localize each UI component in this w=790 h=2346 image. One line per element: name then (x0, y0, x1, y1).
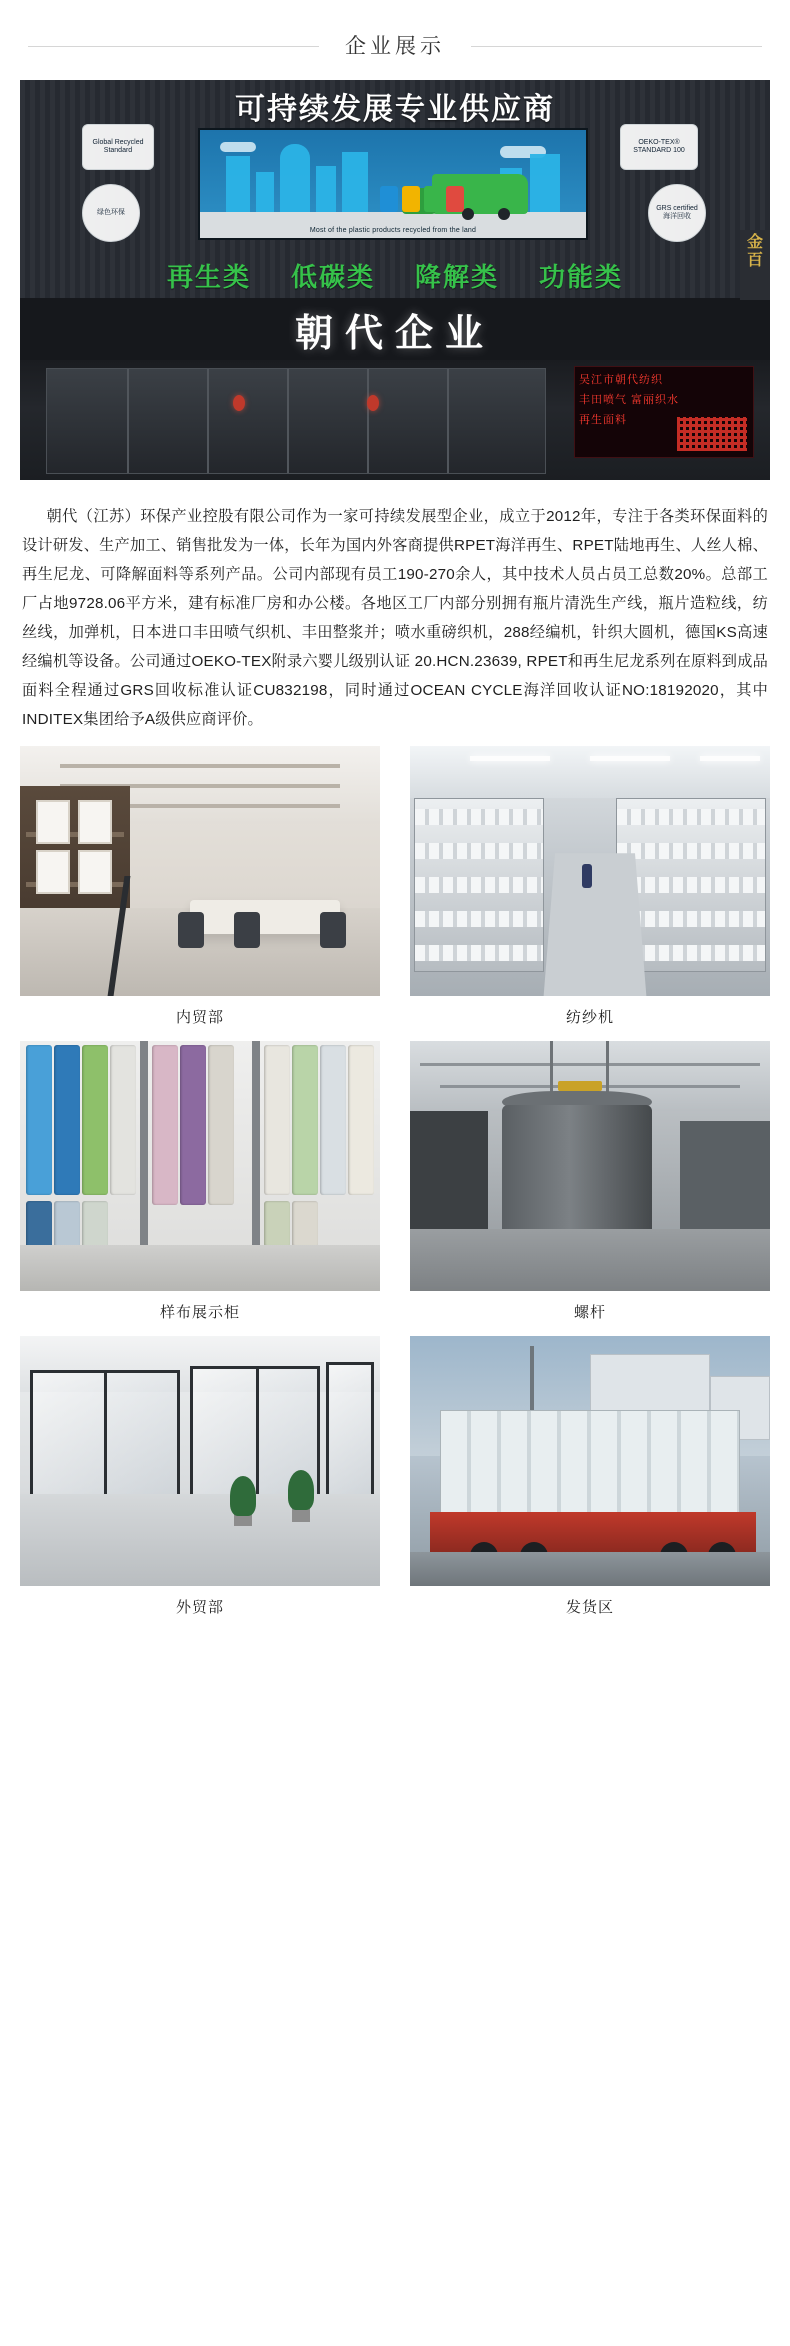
gallery-caption: 外贸部 (175, 1599, 224, 1616)
gallery-item (410, 746, 770, 1041)
ceiling-lamp (470, 756, 550, 761)
led-line-1: 丰田喷气 富丽织水 (579, 394, 680, 406)
ocean-cycle-badge-icon: GRS certified 海洋回收 (648, 184, 706, 242)
floor (20, 1494, 380, 1586)
photo-foreign-trade-dept (20, 1336, 380, 1586)
fabric-roll (54, 1045, 80, 1195)
machine-frame (680, 1121, 770, 1241)
bobbin-row (617, 843, 765, 859)
photo-domestic-trade-dept (20, 746, 380, 996)
neighbor-sign: 金百 (740, 230, 770, 300)
fabric-roll (110, 1045, 136, 1195)
gallery-caption: 内贸部 (175, 1009, 224, 1026)
mullion (287, 369, 289, 473)
hero-storefront (20, 360, 770, 480)
led-scrolling-sign (574, 366, 754, 458)
bobbin-row (415, 809, 543, 825)
band-item-3: 功能类 (539, 261, 624, 292)
floor (20, 1245, 380, 1291)
mullion (207, 369, 209, 473)
meeting-table (190, 900, 340, 934)
mullion (127, 369, 129, 473)
building-shape (280, 144, 310, 212)
billboard-caption: Most of the plastic products recycled from the land (309, 227, 477, 234)
mullion (104, 1370, 107, 1500)
beam (60, 764, 340, 768)
chair (320, 912, 346, 948)
cargo-stack (440, 1410, 740, 1514)
hero-billboard-screen (198, 128, 588, 240)
photo-spinning-machine (410, 746, 770, 996)
fabric-roll (152, 1045, 178, 1205)
recycle-bin-icon (446, 186, 464, 212)
plant-icon (230, 1476, 256, 1516)
crane-hook (558, 1081, 602, 1091)
worker (582, 864, 592, 888)
recycle-bin-icon (424, 186, 442, 212)
cloud-icon (220, 142, 256, 152)
fabric-roll (320, 1045, 346, 1195)
gallery-caption: 样布展示柜 (159, 1304, 240, 1321)
ceiling (410, 746, 770, 798)
header-rule-right (471, 46, 762, 47)
certificate-frame (78, 850, 112, 894)
fabric-roll (348, 1045, 374, 1195)
gallery-item (20, 746, 380, 1041)
gallery-caption: 发货区 (565, 1599, 614, 1616)
page-title: 企业展示 (345, 35, 445, 58)
led-line-0: 吴江市朝代纺织 (579, 374, 663, 386)
wheel-icon (498, 208, 510, 220)
band-item-0: 再生类 (166, 261, 251, 292)
fabric-roll (208, 1045, 234, 1205)
fabric-roll (26, 1045, 52, 1195)
ceiling-lamp (590, 756, 670, 761)
glass-storefront (46, 368, 546, 474)
mullion (447, 369, 449, 473)
bobbin-row (617, 877, 765, 893)
fabric-roll (264, 1201, 290, 1247)
led-line-2: 再生面料 (579, 414, 627, 426)
gallery-item (20, 1041, 380, 1336)
fabric-roll (180, 1045, 206, 1205)
building-shape (342, 152, 368, 212)
green-badge-icon: 绿色环保 (82, 184, 140, 242)
bobbin-row (617, 809, 765, 825)
gallery-caption: 纺纱机 (565, 1009, 614, 1026)
plant-pot (292, 1508, 310, 1522)
company-intro-paragraph (22, 502, 768, 734)
certificate-frame (36, 850, 70, 894)
building-shape (316, 166, 336, 212)
fabric-roll (292, 1201, 318, 1247)
building-shape (530, 154, 560, 212)
gallery-item (410, 1336, 770, 1631)
oeko-tex-badge-icon: OEKO-TEX® STANDARD 100 (620, 124, 698, 170)
gallery-item (20, 1336, 380, 1631)
gallery-item (410, 1041, 770, 1336)
photo-shipping-area (410, 1336, 770, 1586)
bobbin-row (415, 843, 543, 859)
intro-text: 朝代（江苏）环保产业控股有限公司作为一家可持续发展型企业，成立于2012年，专注于各类环保面料的设计研发、生产加工、销售批发为一体，长年为国内外客商提供RPET海洋再生、RPET陆地再生、人丝人棉、再生尼龙、可降解面料等系列产品。公司内部现有员工190-270余人，其中技术人员占员工总数20%。总部工厂占地9728.06平方米，建有标准厂房和办公楼。各地区工厂内部分别拥有瓶片清洗生产线，瓶片造粒线，纺丝线，加弹机，日本进口丰田喷气织机、丰田整浆并；喷水重磅织机，288经编机，针织大圆机，德国KS高速经编机等设备。公司通过OEKO-TEX附录六婴儿级别认证 20.HCN.23639, RPET和再生尼龙系列在原料到成品面料全程通过GRS回收标准认证CU832198，同时通过OCEAN CYCLE海洋回收认证NO:18192020，其中INDITEX集团给予A级供应商评价。 (22, 508, 768, 728)
certificate-frame (78, 800, 112, 844)
bobbin-row (415, 945, 543, 961)
hero-top-slogan: 可持续发展专业供应商 (235, 93, 555, 126)
lantern-icon (233, 395, 245, 411)
chair (178, 912, 204, 948)
ground (410, 1552, 770, 1586)
building-shape (226, 156, 250, 212)
company-sign-text: 朝代企业 (294, 312, 495, 355)
bobbin-row (415, 877, 543, 893)
photo-screw-machine (410, 1041, 770, 1291)
billboard-road (200, 212, 586, 238)
recycle-bin-icon (402, 186, 420, 212)
gallery-caption: 螺杆 (573, 1304, 606, 1321)
chair (234, 912, 260, 948)
recycle-bin-icon (380, 186, 398, 212)
mullion (256, 1366, 259, 1502)
photo-fabric-sample-rack (20, 1041, 380, 1291)
aisle-floor (544, 853, 647, 996)
building-shape (256, 172, 274, 212)
floor (410, 1229, 770, 1291)
fabric-roll (82, 1045, 108, 1195)
ceiling-lamp (700, 756, 760, 761)
facility-gallery (20, 746, 770, 1631)
plant-icon (288, 1470, 314, 1510)
bobbin-rack (414, 798, 544, 972)
led-dot-matrix (677, 417, 747, 451)
glass-partition (326, 1362, 374, 1504)
lantern-icon (367, 395, 379, 411)
header-rule-left (28, 46, 319, 47)
hero-building-photo (20, 80, 770, 480)
fabric-roll (264, 1045, 290, 1195)
fabric-roll (292, 1045, 318, 1195)
grs-badge-icon: Global Recycled Standard (82, 124, 154, 170)
bobbin-row (415, 911, 543, 927)
mullion (367, 369, 369, 473)
page-header (0, 0, 790, 74)
band-item-1: 低碳类 (290, 261, 375, 292)
hero-product-band (20, 252, 770, 298)
hero-company-sign (20, 298, 770, 360)
truss (420, 1063, 760, 1066)
band-item-2: 降解类 (415, 261, 500, 292)
certificate-frame (36, 800, 70, 844)
